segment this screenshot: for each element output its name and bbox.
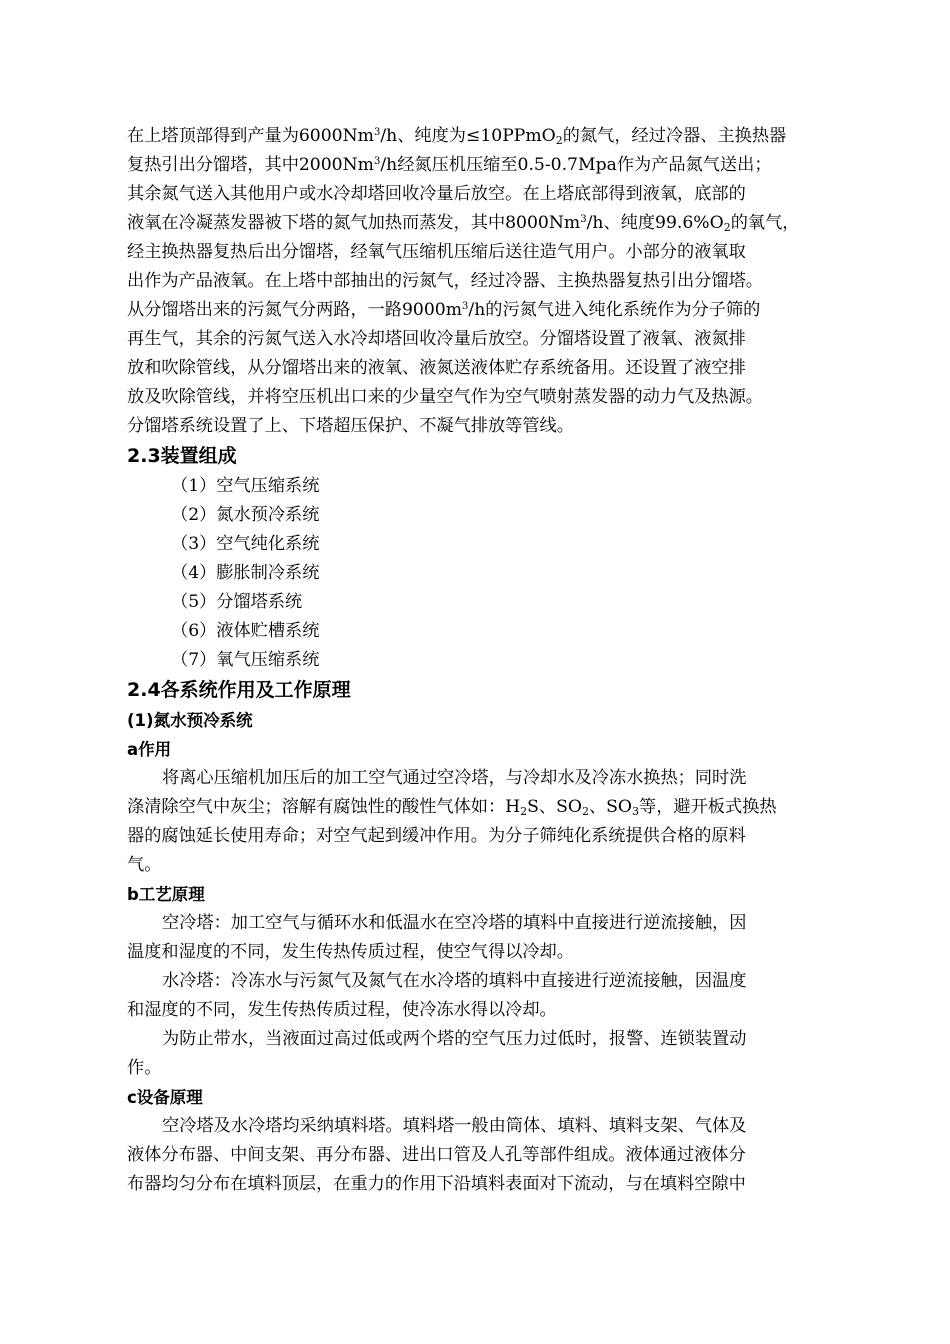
list-item: （3）空气纯化系统 <box>171 534 320 554</box>
text-line: 分馏塔系统设置了上、下塔超压保护、不凝气排放等管线。 <box>127 416 574 436</box>
heading-a-function: a作用 <box>127 740 172 759</box>
text-line: 水冷塔：冷冻水与污氮气及氮气在水冷塔的填料中直接进行逆流接触，因温度 <box>162 971 747 991</box>
text-line: 空冷塔：加工空气与循环水和低温水在空冷塔的填料中直接进行逆流接触，因 <box>162 913 747 933</box>
list-item: （4）膨胀制冷系统 <box>171 563 320 583</box>
subsection-heading: (1)氮水预冷系统 <box>127 711 253 730</box>
text-line: 气。 <box>127 855 162 875</box>
heading-c-equipment: c设备原理 <box>127 1088 203 1107</box>
document-body <box>127 122 833 1199</box>
list-item: （2）氮水预冷系统 <box>171 505 320 525</box>
list-item: （5）分馏塔系统 <box>171 592 303 612</box>
text-line: 和湿度的不同，发生传热传质过程，使冷冻水得以冷却。 <box>127 1000 557 1020</box>
text-line: 将离心压缩机加压后的加工空气通过空冷塔，与冷却水及冷冻水换热；同时洗 <box>162 768 747 788</box>
text-line: 放和吹除管线，从分馏塔出来的液氧、液氮送液体贮存系统备用。还设置了液空排 <box>127 358 746 378</box>
list-item: （7）氧气压缩系统 <box>171 650 320 670</box>
paragraph-a <box>127 764 833 880</box>
text-line: 布器均匀分布在填料顶层，在重力的作用下沿填料表面对下流动，与在填料空隙中 <box>127 1174 746 1194</box>
list-item: （6）液体贮槽系统 <box>171 621 320 641</box>
text-line: 器的腐蚀延长使用寿命；对空气起到缓冲作用。为分子筛纯化系统提供合格的原料 <box>127 826 746 846</box>
text-line: 放及吹除管线，并将空压机出口来的少量空气作为空气喷射蒸发器的动力气及热源。 <box>127 387 763 407</box>
component-list <box>127 472 833 675</box>
text-line: 液氧在冷凝蒸发器被下塔的氮气加热而蒸发，其中8000Nm$^3$/h、纯度$99.6\%O_2$的氧气， <box>127 213 800 234</box>
text-line: 出作为产品液氧。在上塔中部抽出的污氮气，经过冷器、主换热器复热引出分馏塔。 <box>127 271 763 291</box>
paragraph-b <box>127 909 833 1083</box>
text-line: 为防止带水，当液面过高过低或两个塔的空气压力过低时，报警、连锁装置动 <box>162 1029 747 1049</box>
text-line: 复热引出分馏塔，其中2000Nm$^3$/h经氮压机压缩至0.5-0.7Mpa作为产品氮气送出； <box>127 155 772 175</box>
list-item: （1）空气压缩系统 <box>171 476 320 496</box>
section-heading-2-4: 2.4各系统作用及工作原理 <box>127 679 351 701</box>
text-line: 作。 <box>127 1058 162 1078</box>
text-line: 在上塔顶部得到产量为6000Nm$^3$/h、纯度为≤10PPmO$_2$的氮气，经过冷器、主换热器 <box>127 126 787 147</box>
text-line: 经主换热器复热后出分馏塔，经氧气压缩机压缩后送往造气用户。小部分的液氧取 <box>127 242 746 262</box>
text-line: 再生气，其余的污氮气送入水冷却塔回收冷量后放空。分馏塔设置了液氧、液氮排 <box>127 329 746 349</box>
text-line: 其余氮气送入其他用户或水冷却塔回收冷量后放空。在上塔底部得到液氧，底部的 <box>127 184 746 204</box>
paragraph-c <box>127 1112 833 1199</box>
section-heading-2-3: 2.3装置组成 <box>127 445 237 467</box>
text-line: 温度和湿度的不同，发生传热传质过程，使空气得以冷却。 <box>127 942 574 962</box>
text-line: 空冷塔及水冷塔均采纳填料塔。填料塔一般由筒体、填料、填料支架、气体及 <box>162 1116 747 1136</box>
text-line: 从分馏塔出来的污氮气分两路，一路$9000m^3/h$的污氮气进入纯化系统作为分子筛的 <box>127 300 761 320</box>
intro-paragraph <box>127 122 833 441</box>
text-line: 涤清除空气中灰尘；溶解有腐蚀性的酸性气体如：$H_2S$、$SO_2$、$SO_3$等，避开板式换热 <box>127 797 777 818</box>
heading-b-process: b工艺原理 <box>127 885 205 904</box>
text-line: 液体分布器、中间支架、再分布器、进出口管及人孔等部件组成。液体通过液体分 <box>127 1145 746 1165</box>
